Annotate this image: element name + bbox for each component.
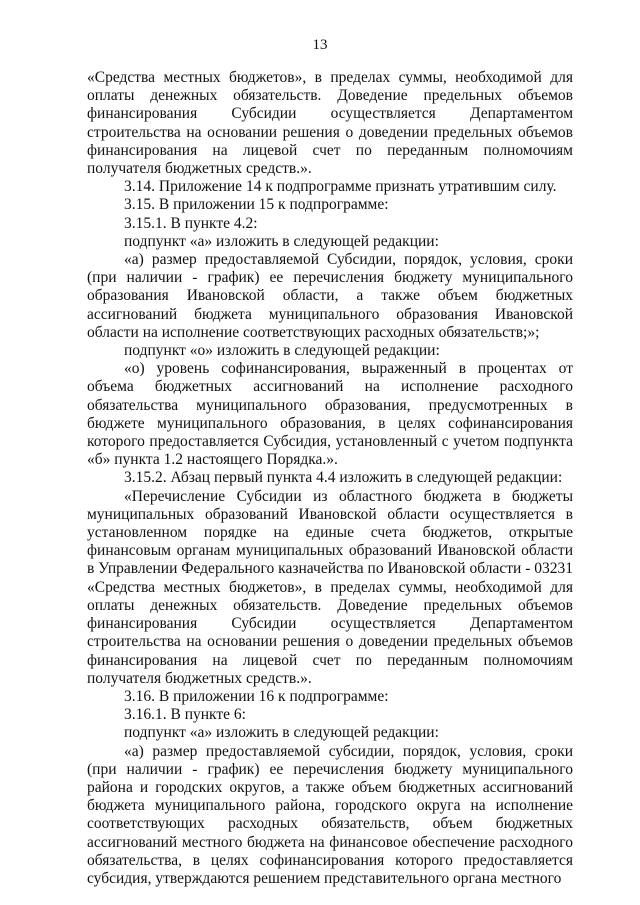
paragraph-item-3-15-1: 3.15.1. В пункте 4.2:: [124, 214, 258, 232]
paragraph-item-3-15-2: 3.15.2. Абзац первый пункта 4.4 изложить в следующей редакции:: [124, 469, 563, 487]
paragraph-subitem-a-intro: подпункт «а» изложить в следующей редакции:: [124, 232, 439, 250]
paragraph-subitem-o-text: «о) уровень софинансирования, выраженный в процентах от объема бюджетных ассигнований на исполнение расходного обязательства муниципального образования, предусмотренных в бюджете муниципального образования, в целях софинансирования которого предоставляется Субсидия, установленный с учетом подпункта «б» пункта 1.2 настоящего Порядка.».: [87, 360, 573, 469]
paragraph-subitem-o-intro: подпункт «о» изложить в следующей редакции:: [124, 342, 440, 360]
paragraph-item-3-16-1: 3.16.1. В пункте 6:: [124, 706, 246, 724]
paragraph-item-3-16: 3.16. В приложении 16 к подпрограмме:: [124, 687, 389, 705]
page-number: 13: [312, 37, 328, 53]
paragraph-subitem-a-text-2: «а) размер предоставляемой субсидии, порядок, условия, сроки (при наличии - график) ее перечисления бюджету муниципального района и городских округов, а также объем бюджетных ассигнований бюджета муниципального района, городского округа на исполнение соответствующих расходных обязательств, объем бюджетных ассигнований местного бюджета на финансовое обеспечение расходного обязательства, в целях софинансирования которого предоставляется субсидия, утверждаются решением представительного органа местного: [87, 742, 573, 887]
paragraph-subitem-a-text: «а) размер предоставляемой Субсидии, порядок, условия, сроки (при наличии - график) ее перечисления бюджету муниципального образования Ивановской области, а также объем бюджетных ассигнований бюджета муниципального образования Ивановской области на исполнение соответствующих расходных обязательств;»;: [87, 251, 573, 341]
paragraph-item-3-15: 3.15. В приложении 15 к подпрограмме:: [124, 196, 389, 214]
paragraph-transfer-text: «Перечисление Субсидии из областного бюджета в бюджеты муниципальных образований Ивановской области осуществляется в установленном порядке на единые счета бюджетов, открытые финансовым органам муниципальных образований Ивановской области в Управлении Федерального казначейства по Ивановской области - 03231 «Средства местных бюджетов», в пределах суммы, необходимой для оплаты денежных обязательств. Доведение предельных объемов финансирования Субсидии осуществляется Департаментом строительства на основании решения о доведении предельных объемов финансирования на лицевой счет по переданным полномочиям получателя бюджетных средств.».: [87, 487, 573, 687]
paragraph-item-3-14: 3.14. Приложение 14 к подпрограмме признать утратившим силу.: [124, 178, 557, 196]
paragraph-continuation: «Средства местных бюджетов», в пределах суммы, необходимой для оплаты денежных обязательств. Доведение предельных объемов финансирования Субсидии осуществляется Департаментом строительства на основании решения о доведении предельных объемов финансирования на лицевой счет по переданным полномочиям получателя бюджетных средств.».: [87, 69, 573, 178]
document-body: [87, 69, 573, 888]
paragraph-subitem-a-intro-2: подпункт «а» изложить в следующей редакции:: [124, 724, 439, 742]
